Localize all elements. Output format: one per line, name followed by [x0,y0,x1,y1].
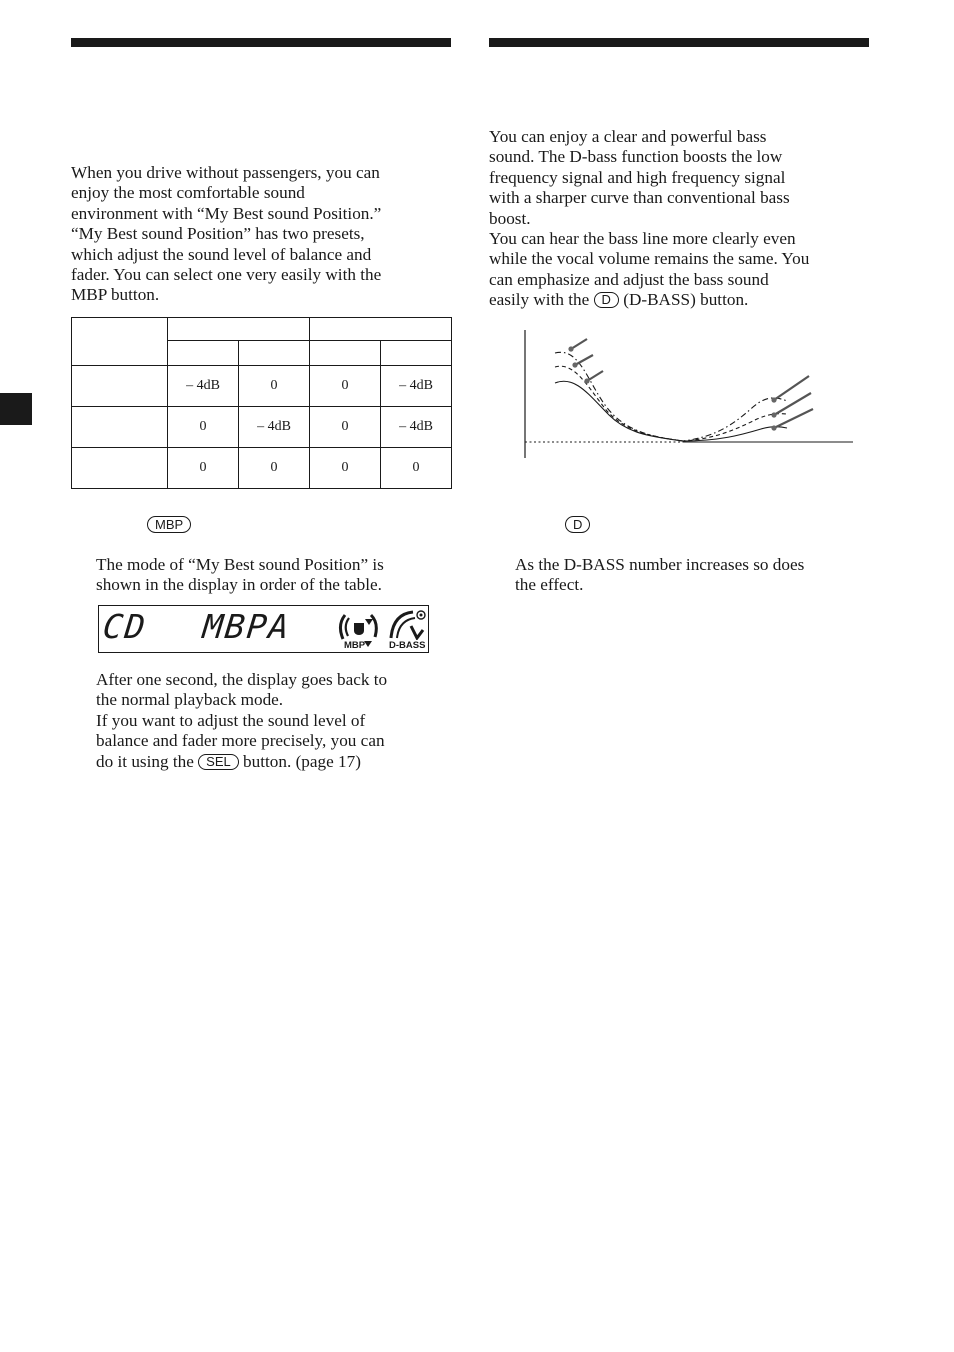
dbass-response-graph [515,325,860,465]
mbp-step-note: The mode of “My Best sound Position” is shown in the display in order of the table. [96,555,384,595]
table-corner-cell [72,318,168,366]
graph-leader-line [575,355,593,365]
lcd-source-text: CD [101,607,149,646]
table-cell: – 4dB [381,407,452,448]
mbp-preset-table [71,317,452,489]
lcd-tag-dbass: D-BASS [389,640,426,651]
sel-button-glyph: SEL [198,754,239,770]
dbass-intro-pre: easily with the [489,290,590,309]
table-sub-header [239,341,310,366]
dbass-step-note: As the D-BASS number increases so does the effect. [515,555,805,595]
table-cell: – 4dB [168,366,239,407]
dbass-intro-post: (D-BASS) button. [623,290,749,309]
mbp-button-glyph: MBP [147,516,191,533]
table-row-label [72,407,168,448]
left-heading-rule [71,38,451,47]
graph-curve-level-1 [555,381,787,441]
graph-marker-dot [771,425,776,430]
table-cell: 0 [310,366,381,407]
table-group-header [310,318,452,341]
table-cell: 0 [310,448,381,489]
after-note-sel-post: button. (page 17) [243,752,361,771]
d-button-step-glyph: D [565,516,590,533]
mbp-arrow-icon [364,641,372,647]
after-note-sel-line [96,752,361,772]
graph-leader-line [587,371,603,381]
dbass-gauge-icon [387,608,427,640]
table-cell: – 4dB [381,366,452,407]
dbass-intro: You can enjoy a clear and powerful bass sound. The D-bass function boosts the low frequency signal and high frequency signal with a sharper curve than conventional bass boost. You can hear the bass line more clearly even while the vocal volume remains the same. You can emphasize and adjust the bass sound [489,127,810,289]
table-sub-header [381,341,452,366]
table-group-header [168,318,310,341]
table-row-label [72,366,168,407]
lcd-mode-text: MBPA [201,607,293,646]
table-cell: 0 [168,407,239,448]
table-cell: – 4dB [239,407,310,448]
side-tab-marker [0,393,32,425]
table-row [72,407,452,448]
graph-leader-line [571,339,587,349]
lcd-display [98,605,429,653]
table-cell: 0 [239,448,310,489]
dbass-intro-button-line [489,290,748,310]
graph-marker-dot [572,362,577,367]
graph-marker-dot [771,412,776,417]
mbp-speaker-icon [337,609,383,643]
table-cell: 0 [239,366,310,407]
lcd-tag-mbp: MBP [344,640,366,651]
mbp-intro: When you drive without passengers, you can enjoy the most comfortable sound environment with “My Best sound Position.” “My Best sound Position” has two presets, which adjust the sound level of balance and fader. You can select one very easily with the MBP button. [71,163,382,305]
d-button-glyph: D [594,292,619,308]
after-note-sel-pre: do it using the [96,752,194,771]
graph-marker-dot [771,397,776,402]
table-cell: 0 [310,407,381,448]
table-cell: 0 [381,448,452,489]
table-row-label [72,448,168,489]
table-sub-header [310,341,381,366]
graph-curve-level-2 [555,366,787,441]
after-note: After one second, the display goes back to the normal playback mode. If you want to adjust the sound level of balance and fader more precisely, you can [96,670,388,751]
table-row [72,448,452,489]
table-cell: 0 [168,448,239,489]
right-heading-rule [489,38,869,47]
table-sub-header [168,341,239,366]
graph-marker-dot [584,378,589,383]
graph-marker-dot [568,346,573,351]
table-row [72,366,452,407]
graph-curve-level-3 [555,352,787,441]
